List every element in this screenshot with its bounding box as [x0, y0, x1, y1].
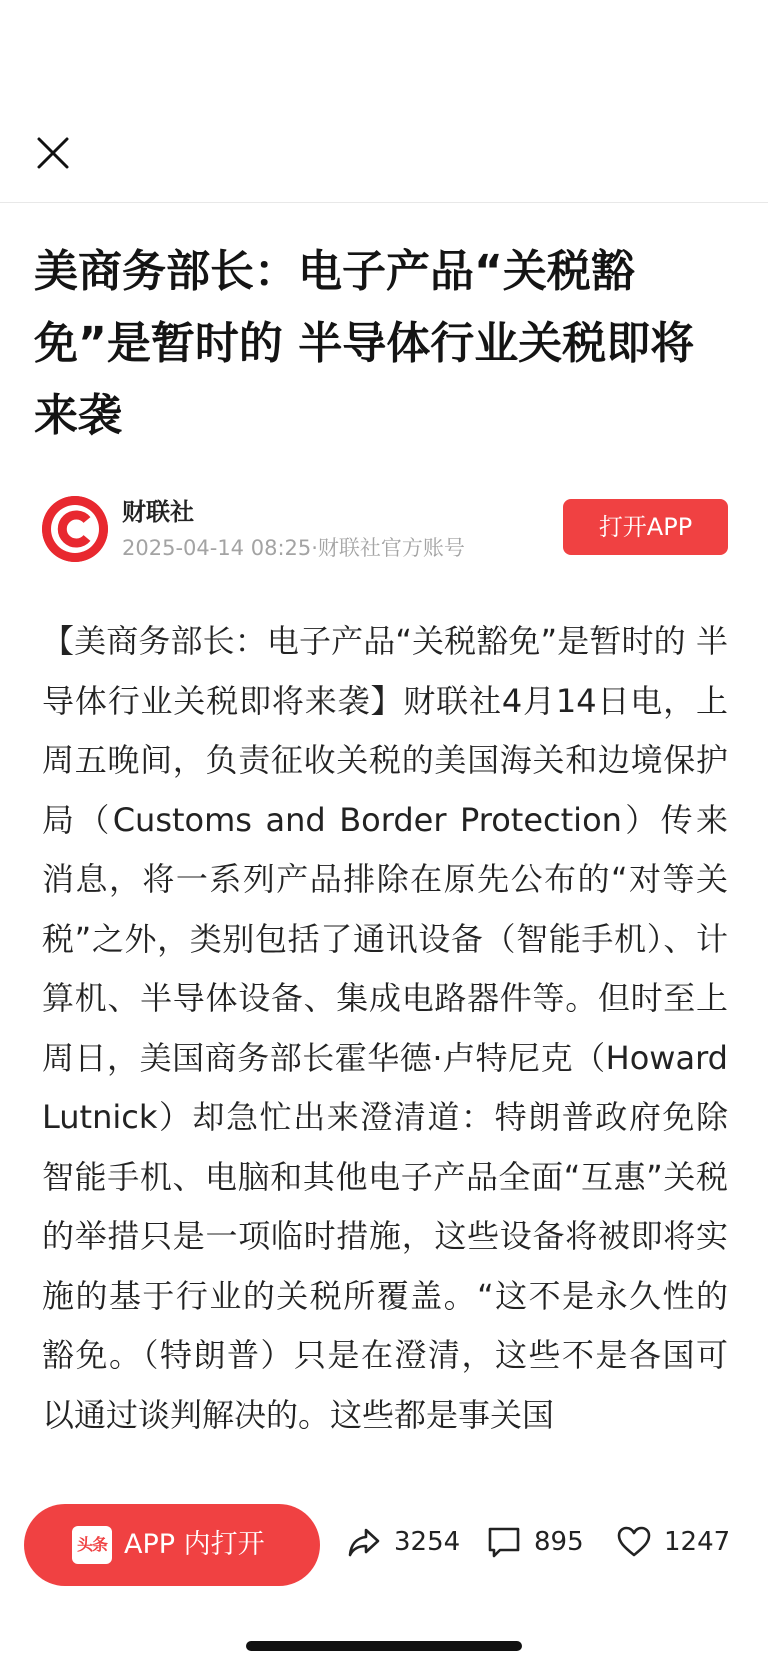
author-avatar[interactable] — [42, 496, 108, 562]
comment-button[interactable] — [486, 1522, 586, 1562]
open-app-button[interactable]: 打开APP — [563, 499, 728, 555]
open-in-app-button[interactable] — [24, 1504, 320, 1586]
article-body: 【美商务部长：电子产品“关税豁免”是暂时的 半导体行业关税即将来袭】财联社4月14日电，上周五晚间，负责征收关税的美国海关和边境保护局（Customs and Border Protection）传来消息，将一系列产品排除在原先公布的“对等关税”之外，类别包括了通讯设备（智能手机）、计算机、半导体设备、集成电路器件等。但时至上周日，美国商务部长霍华德·卢特尼克（Howard Lutnick）却急忙出来澄清道：特朗普政府免除智能手机、电脑和其他电子产品全面“互惠”关税的举措只是一项临时措施，这些设备将被即将实施的基于行业的关税所覆盖。“这不是永久性的豁免。（特朗普）只是在澄清，这些不是各国可以通过谈判解决的。这些都是事关国 — [42, 622, 728, 1434]
share-icon — [346, 1524, 382, 1560]
cls-logo-icon — [42, 496, 108, 562]
article-title: 美商务部长：电子产品“关税豁免”是暂时的 半导体行业关税即将来袭 — [34, 246, 695, 441]
like-button[interactable] — [616, 1522, 736, 1562]
author-name[interactable]: 财联社 — [122, 498, 194, 526]
open-in-app-label: APP 内打开 — [124, 1529, 265, 1560]
like-count: 1247 — [664, 1527, 731, 1557]
comment-icon — [486, 1524, 522, 1560]
close-button[interactable] — [36, 136, 70, 170]
close-icon — [36, 136, 70, 170]
header-divider — [0, 202, 768, 203]
heart-icon — [616, 1524, 652, 1560]
publish-meta: 2025-04-14 08:25·财联社官方账号 — [122, 536, 465, 560]
toutiao-logo-icon: 头条 — [72, 1526, 112, 1564]
comment-count: 895 — [534, 1527, 584, 1557]
share-count: 3254 — [394, 1527, 461, 1557]
share-button[interactable] — [346, 1522, 461, 1562]
home-indicator[interactable] — [246, 1641, 522, 1651]
author-row — [42, 496, 732, 564]
